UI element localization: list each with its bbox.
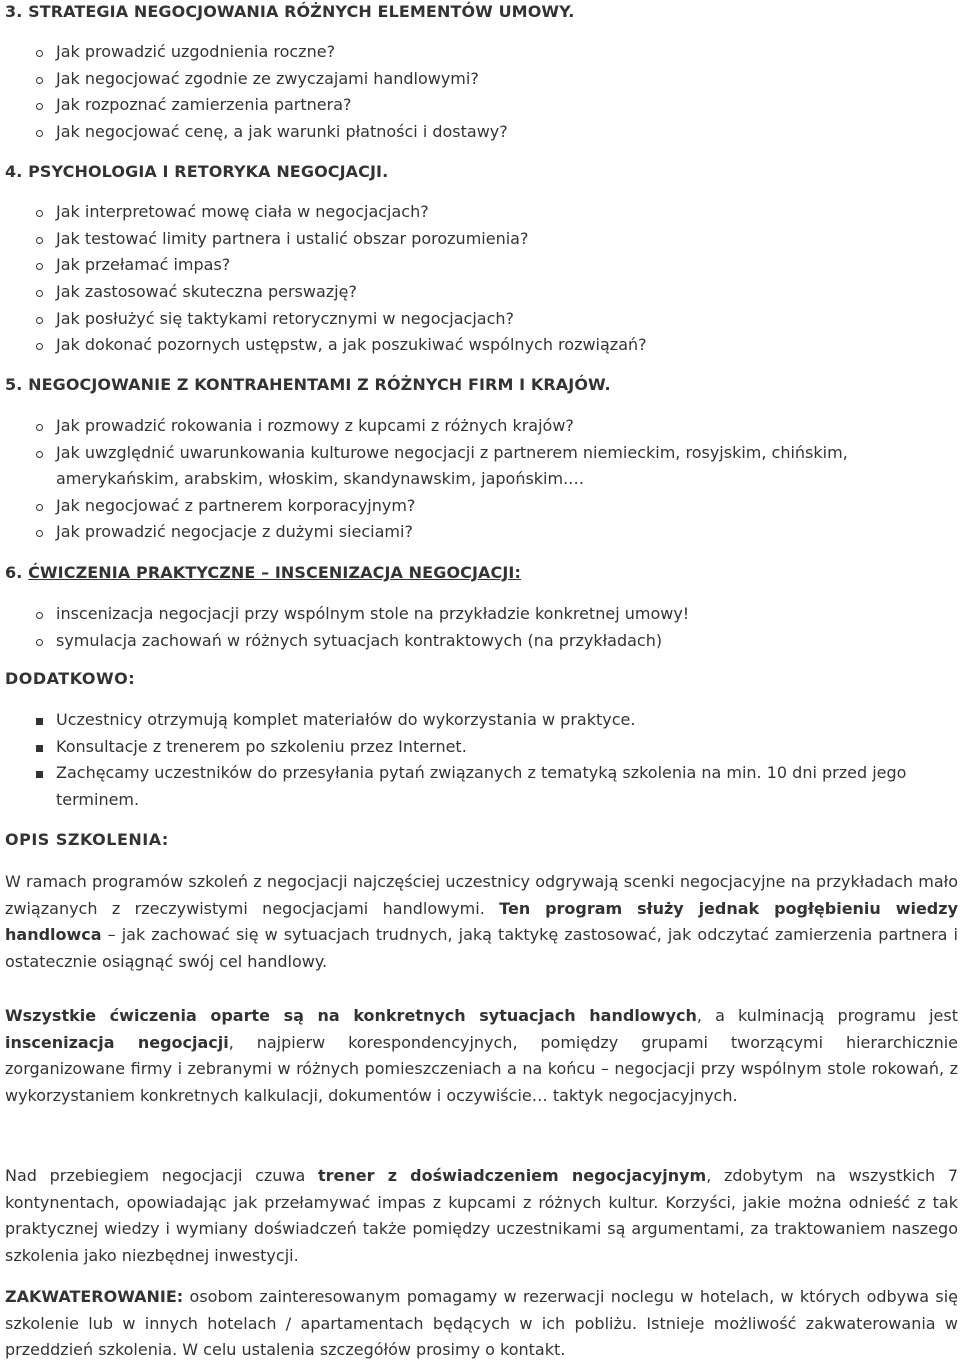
- paragraph-emphasis: trener z doświadczeniem negocjacyjnym: [318, 1166, 707, 1185]
- list-item: Jak dokonać pozornych ustępstw, a jak poszukiwać wspólnych rozwiązań?: [0, 332, 647, 359]
- section-3-list: [0, 39, 508, 146]
- paragraph-text: osobom zainteresowanym pomagamy w rezerwacji noclegu w hotelach, w których odbywa się szkolenie lub w innych hotelach / apartamentach będących w ich pobliżu. Istnieje możliwość zakwaterowania w przeddzień szkolenia. W celu ustalenia szczegółów prosimy o kontakt.: [5, 1287, 958, 1360]
- list-item: Jak interpretować mowę ciała w negocjacjach?: [0, 199, 647, 226]
- section-6-title: ĆWICZENIA PRAKTYCZNE – INSCENIZACJA NEGOCJACJI:: [28, 563, 521, 582]
- paragraph-emphasis: inscenizacja negocjacji: [5, 1032, 229, 1052]
- list-item: symulacja zachowań w różnych sytuacjach kontraktowych (na przykładach): [0, 628, 689, 655]
- list-item: Jak rozpoznać zamierzenia partnera?: [0, 92, 508, 119]
- paragraph-text: , a kulminacją programu jest: [696, 1006, 959, 1025]
- opis-label: OPIS SZKOLENIA:: [5, 830, 169, 849]
- section-5-list: [0, 413, 936, 546]
- section-6-number: 6.: [5, 563, 29, 582]
- list-item: Uczestnicy otrzymują komplet materiałów do wykorzystania w praktyce.: [0, 707, 936, 734]
- list-item: Jak przełamać impas?: [0, 252, 647, 279]
- paragraph-text: – jak zachować się w sytuacjach trudnych, jaką taktykę zastosować, jak odczytać zamierzenia partnera i ostatecznie osiągnąć swój cel handlowy.: [5, 925, 958, 972]
- section-4-list: [0, 199, 647, 359]
- opis-paragraph-1: [5, 869, 958, 976]
- paragraph-text: W ramach programów szkoleń z negocjacji najczęściej uczestnicy odgrywają scenki negocjacyjne na przykładach mało związanych z rzeczywistymi negocjacjami handlowymi.: [5, 872, 958, 918]
- section-3-heading: 3. STRATEGIA NEGOCJOWANIA RÓŻNYCH ELEMENTÓW UMOWY.: [5, 2, 575, 21]
- list-item: Jak zastosować skuteczna perswazję?: [0, 279, 647, 306]
- list-item: Jak negocjować zgodnie ze zwyczajami handlowymi?: [0, 66, 508, 93]
- list-item: inscenizacja negocjacji przy wspólnym stole na przykładzie konkretnej umowy!: [0, 601, 689, 628]
- opis-paragraph-2: [5, 1003, 958, 1110]
- list-item: Konsultacje z trenerem po szkoleniu przez Internet.: [0, 734, 936, 761]
- section-4-heading: 4. PSYCHOLOGIA I RETORYKA NEGOCJACJI.: [5, 162, 389, 181]
- opis-paragraph-3: [5, 1163, 958, 1270]
- zakwaterowanie-label: ZAKWATEROWANIE:: [5, 1287, 184, 1306]
- paragraph-emphasis: Ten program służy jednak pogłębieniu wiedzy handlowca: [5, 898, 959, 945]
- paragraph-emphasis: Wszystkie ćwiczenia oparte są na konkretnych sytuacjach handlowych: [5, 1006, 697, 1025]
- paragraph-text: Nad przebiegiem negocjacji czuwa: [5, 1166, 318, 1185]
- dodatkowo-list: [0, 707, 936, 813]
- dodatkowo-label: DODATKOWO:: [5, 669, 136, 688]
- list-item: Jak prowadzić uzgodnienia roczne?: [0, 39, 508, 66]
- list-item: Jak uwzględnić uwarunkowania kulturowe negocjacji z partnerem niemieckim, rosyjskim, chińskim, amerykańskim, arabskim, włoskim, skandynawskim, japońskim.…: [0, 440, 936, 493]
- list-item: Jak prowadzić rokowania i rozmowy z kupcami z różnych krajów?: [0, 413, 936, 440]
- section-5-heading: 5. NEGOCJOWANIE Z KONTRAHENTAMI Z RÓŻNYCH FIRM I KRAJÓW.: [5, 375, 611, 394]
- zakwaterowanie-paragraph: [5, 1284, 958, 1364]
- paragraph-text: , zdobytym na wszystkich 7 kontynentach, opowiadając jak przełamywać impas z kupcami z różnych kultur. Korzyści, jakie można odnieść z tak praktycznej wiedzy i wymiany doświadczeń także pomiędzy uczestnikami są argumentami, za traktowaniem naszego szkolenia jako niezbędnej inwestycji.: [5, 1166, 958, 1266]
- list-item: Jak negocjować cenę, a jak warunki płatności i dostawy?: [0, 119, 508, 146]
- paragraph-text: , najpierw korespondencyjnych, pomiędzy grupami tworzącymi hierarchicznie zorganizowane firmy i zebranymi w różnych pomieszczeniach a na końcu – negocjacji przy wspólnym stole rokowań, z wykorzystaniem konkretnych kalkulacji, dokumentów i oczywiście… taktyk negocjacyjnych.: [5, 1032, 958, 1106]
- list-item: Jak testować limity partnera i ustalić obszar porozumienia?: [0, 226, 647, 253]
- section-6-heading: [5, 563, 521, 582]
- section-6-list: [0, 601, 689, 654]
- list-item: Jak prowadzić negocjacje z dużymi sieciami?: [0, 519, 936, 546]
- list-item: Jak negocjować z partnerem korporacyjnym?: [0, 493, 936, 520]
- list-item: Zachęcamy uczestników do przesyłania pytań związanych z tematyką szkolenia na min. 10 dni przed jego terminem.: [0, 760, 936, 813]
- list-item: Jak posłużyć się taktykami retorycznymi w negocjacjach?: [0, 306, 647, 333]
